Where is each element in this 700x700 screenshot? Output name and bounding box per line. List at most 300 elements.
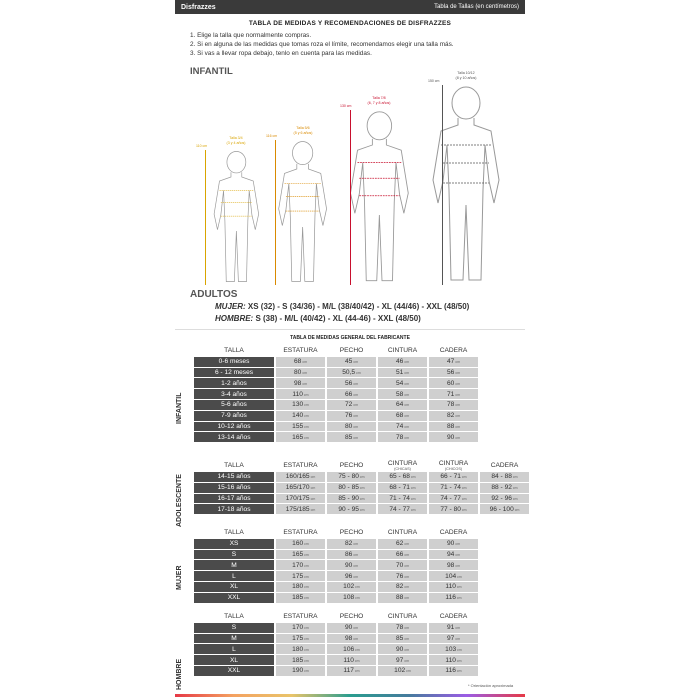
unit-label: cm bbox=[455, 636, 460, 641]
cell-value: 82 bbox=[446, 412, 455, 420]
measure-cell bbox=[378, 634, 427, 644]
child-silhouette bbox=[270, 140, 335, 285]
unit-label: cm bbox=[455, 381, 460, 386]
cell-value: 3-4 años bbox=[221, 390, 247, 398]
instruction-2: 2. Si en alguna de las medidas que tomas roza el límite, recomendamos elegir una talla más. bbox=[190, 41, 454, 48]
cell-value: 170/175 bbox=[285, 494, 310, 502]
cell-value: 92 - 96 bbox=[491, 494, 512, 502]
unit-label: cm bbox=[455, 542, 460, 547]
cell-value: 90 bbox=[395, 645, 404, 653]
unit-label: cm bbox=[456, 658, 462, 663]
table-row bbox=[194, 368, 478, 378]
measure-cell bbox=[327, 571, 376, 581]
cell-value: 106 bbox=[343, 645, 355, 653]
column-header-label: PECHO bbox=[339, 529, 364, 537]
child-silhouette bbox=[340, 110, 419, 285]
unit-label: cm bbox=[353, 424, 358, 429]
measure-cell bbox=[378, 357, 427, 367]
unit-label: cm bbox=[404, 414, 409, 419]
measure-cell bbox=[327, 378, 376, 388]
table-row bbox=[194, 539, 478, 549]
hombre-table bbox=[192, 611, 480, 677]
size-cell bbox=[194, 593, 274, 603]
column-header-label: ESTATURA bbox=[283, 347, 318, 355]
cell-value: 68 - 71 bbox=[389, 484, 410, 492]
cell-value: 165 bbox=[292, 550, 304, 558]
measure-cell bbox=[276, 400, 325, 410]
cell-value: 64 bbox=[395, 401, 404, 409]
cell-value: 71 - 74 bbox=[389, 494, 410, 502]
measure-cell bbox=[378, 571, 427, 581]
measure-cell bbox=[378, 623, 427, 633]
measure-cell bbox=[378, 539, 427, 549]
unit-label: cm bbox=[310, 475, 316, 480]
unit-label: cm bbox=[404, 596, 409, 601]
table-row bbox=[194, 634, 478, 644]
measure-cell bbox=[429, 494, 478, 504]
column-header bbox=[378, 528, 427, 538]
figure-talla: Talla 7/8 bbox=[372, 96, 386, 100]
column-header-label: CADERA bbox=[439, 347, 468, 355]
unit-label: cm bbox=[512, 486, 518, 491]
cell-value: 75 - 80 bbox=[338, 473, 359, 481]
table-row bbox=[194, 483, 529, 493]
column-header bbox=[276, 346, 325, 356]
column-header-label: CINTURA bbox=[387, 347, 418, 355]
unit-label: cm bbox=[404, 360, 409, 365]
cell-value: 170 bbox=[292, 624, 304, 632]
column-header bbox=[194, 460, 274, 471]
unit-label: cm bbox=[456, 669, 462, 674]
measure-cell bbox=[378, 483, 427, 493]
adult-mujer-line bbox=[215, 301, 469, 313]
column-header bbox=[429, 460, 478, 471]
cell-value: XL bbox=[229, 583, 239, 591]
measure-cell bbox=[429, 655, 478, 665]
size-cell bbox=[194, 539, 274, 549]
unit-label: cm bbox=[304, 403, 309, 408]
size-cell bbox=[194, 504, 274, 514]
cell-value: 96 bbox=[344, 572, 353, 580]
approx-note: * Orientación aproximada bbox=[468, 683, 514, 688]
measure-cell bbox=[327, 483, 376, 493]
cell-value: 74 bbox=[395, 422, 404, 430]
size-cell bbox=[194, 644, 274, 654]
measure-cell bbox=[429, 593, 478, 603]
column-header bbox=[276, 528, 325, 538]
unit-label: cm bbox=[359, 507, 365, 512]
column-header-label: CINTURA bbox=[387, 613, 418, 621]
unit-label: cm bbox=[404, 585, 409, 590]
cell-value: 72 bbox=[344, 401, 353, 409]
column-header bbox=[429, 346, 478, 356]
measure-cell bbox=[378, 666, 427, 676]
cell-value: 180 bbox=[292, 645, 304, 653]
figure-height-label: 150 cm bbox=[428, 79, 440, 83]
measure-cell bbox=[429, 368, 478, 378]
measure-cell bbox=[378, 389, 427, 399]
size-cell bbox=[194, 582, 274, 592]
unit-label: cm bbox=[359, 496, 365, 501]
height-guide-line bbox=[205, 150, 206, 285]
cell-value: 13-14 años bbox=[217, 433, 251, 441]
unit-label: cm bbox=[455, 370, 460, 375]
unit-label: cm bbox=[410, 507, 416, 512]
unit-label: cm bbox=[457, 574, 462, 579]
cell-value: 54 bbox=[395, 379, 404, 387]
adult-sizes bbox=[215, 301, 469, 325]
measure-cell bbox=[276, 582, 325, 592]
cell-value: 62 bbox=[395, 540, 404, 548]
measure-cell bbox=[276, 504, 325, 514]
cell-value: 103 bbox=[445, 645, 457, 653]
unit-label: cm bbox=[455, 360, 460, 365]
column-header bbox=[378, 612, 427, 622]
size-cell bbox=[194, 378, 274, 388]
cell-value: 74 - 77 bbox=[389, 505, 410, 513]
cell-value: 102 bbox=[343, 583, 355, 591]
size-cell bbox=[194, 411, 274, 421]
cell-value: 46 bbox=[395, 358, 404, 366]
unit-label: cm bbox=[304, 626, 309, 631]
cell-value: 51 bbox=[395, 368, 404, 376]
cell-value: 50,5 bbox=[342, 368, 356, 376]
unit-label: cm bbox=[404, 552, 409, 557]
cell-value: XXL bbox=[227, 667, 241, 675]
cell-value: 190 bbox=[292, 667, 304, 675]
height-guide-line bbox=[442, 85, 443, 285]
unit-label: cm bbox=[455, 626, 460, 631]
measure-cell bbox=[327, 368, 376, 378]
measure-cell bbox=[429, 483, 478, 493]
table-header-row bbox=[194, 528, 478, 538]
cell-value: 175 bbox=[292, 634, 304, 642]
column-header-label: CINTURA bbox=[387, 460, 418, 467]
figure-edad: (3 y 4 años) bbox=[226, 140, 246, 145]
cell-value: 5-6 años bbox=[221, 401, 247, 409]
figure-edad: (6, 7 y 8 años) bbox=[367, 100, 391, 105]
column-header bbox=[480, 460, 529, 471]
cell-value: 10-12 años bbox=[217, 422, 251, 430]
measure-cell bbox=[429, 539, 478, 549]
measure-cell bbox=[429, 422, 478, 432]
infantil-group-label: INFANTIL bbox=[176, 392, 183, 424]
table-row bbox=[194, 550, 478, 560]
column-header-label: ESTATURA bbox=[283, 529, 318, 537]
unit-label: cm bbox=[455, 424, 460, 429]
document-title: TABLA DE MEDIDAS Y RECOMENDACIONES DE DISFRAZZES bbox=[248, 20, 452, 27]
measure-cell bbox=[378, 504, 427, 514]
unit-label: cm bbox=[304, 658, 309, 663]
cell-value: 15-16 años bbox=[217, 484, 251, 492]
measure-cell bbox=[276, 539, 325, 549]
measure-cell bbox=[429, 571, 478, 581]
measure-cell bbox=[429, 560, 478, 570]
measure-cell bbox=[327, 389, 376, 399]
cell-value: 78 bbox=[395, 433, 404, 441]
size-cell bbox=[194, 655, 274, 665]
size-cell bbox=[194, 571, 274, 581]
column-header-label: TALLA bbox=[224, 613, 244, 621]
unit-label: cm bbox=[355, 647, 360, 652]
figure-height-label: 110 cm bbox=[196, 144, 208, 148]
table-row bbox=[194, 666, 478, 676]
column-header bbox=[429, 528, 478, 538]
figure-height-label: 116 cm bbox=[266, 134, 278, 138]
mujer-table bbox=[192, 527, 480, 604]
measure-cell bbox=[429, 389, 478, 399]
unit-label: cm bbox=[304, 669, 309, 674]
table-row bbox=[194, 357, 478, 367]
unit-label: cm bbox=[457, 647, 462, 652]
cell-value: 84 - 88 bbox=[491, 473, 512, 481]
cell-value: 165/170 bbox=[285, 484, 310, 492]
unit-label: cm bbox=[302, 381, 307, 386]
cell-value: 1-2 años bbox=[221, 379, 247, 387]
table-header-row bbox=[194, 460, 529, 471]
cell-value: 90 bbox=[344, 561, 353, 569]
table-row bbox=[194, 432, 478, 442]
cell-value: 160 bbox=[292, 540, 304, 548]
column-header-label: CADERA bbox=[490, 462, 519, 469]
cell-value: 60 bbox=[446, 379, 455, 387]
cell-value: 71 bbox=[446, 390, 455, 398]
measure-cell bbox=[276, 550, 325, 560]
column-header bbox=[327, 528, 376, 538]
measure-cell bbox=[276, 571, 325, 581]
cell-value: 110 bbox=[343, 656, 354, 664]
measure-cell bbox=[378, 655, 427, 665]
cell-value: 71 - 74 bbox=[440, 484, 461, 492]
unit-label: cm bbox=[359, 486, 365, 491]
figure-size-label bbox=[216, 136, 256, 145]
cell-value: 91 bbox=[446, 624, 455, 632]
unit-label: cm bbox=[354, 658, 360, 663]
unit-label: cm bbox=[455, 392, 460, 397]
table-row bbox=[194, 623, 478, 633]
adultos-heading: ADULTOS bbox=[190, 289, 238, 300]
column-header bbox=[194, 528, 274, 538]
cell-value: 0-6 meses bbox=[218, 358, 250, 366]
measure-cell bbox=[327, 472, 376, 482]
unit-label: cm bbox=[353, 626, 358, 631]
table-row bbox=[194, 472, 529, 482]
cell-value: 56 bbox=[344, 379, 353, 387]
height-guide-line bbox=[275, 140, 276, 285]
cell-value: 116 bbox=[445, 667, 456, 675]
measure-cell bbox=[327, 644, 376, 654]
cell-value: 116 bbox=[445, 594, 456, 602]
unit-label: cm bbox=[353, 563, 358, 568]
measure-cell bbox=[429, 666, 478, 676]
cell-value: 140 bbox=[292, 412, 304, 420]
cell-value: 90 bbox=[446, 540, 455, 548]
cell-value: 58 bbox=[395, 390, 404, 398]
column-subheader: (CHICAS) bbox=[394, 467, 411, 471]
unit-label: cm bbox=[404, 381, 409, 386]
column-header bbox=[194, 612, 274, 622]
cell-value: 110 bbox=[445, 583, 456, 591]
measure-cell bbox=[276, 644, 325, 654]
column-header bbox=[276, 612, 325, 622]
figure-size-label bbox=[446, 71, 486, 80]
cell-value: 76 bbox=[395, 572, 404, 580]
cell-value: 108 bbox=[343, 594, 355, 602]
divider bbox=[175, 329, 525, 330]
cell-value: 90 bbox=[446, 433, 455, 441]
measure-cell bbox=[378, 368, 427, 378]
unit-label: cm bbox=[355, 585, 360, 590]
column-header-label: CINTURA bbox=[438, 460, 469, 467]
cell-value: 47 bbox=[446, 358, 455, 366]
column-header bbox=[327, 346, 376, 356]
measure-cell bbox=[276, 623, 325, 633]
measure-cell bbox=[327, 593, 376, 603]
unit-label: cm bbox=[404, 636, 409, 641]
size-cell bbox=[194, 368, 274, 378]
cell-value: 88 bbox=[395, 594, 404, 602]
measure-cell bbox=[429, 582, 478, 592]
unit-label: cm bbox=[304, 574, 309, 579]
cell-value: 68 bbox=[293, 358, 302, 366]
figure-size-label bbox=[359, 96, 399, 105]
figure-edad: (8 y 10 años) bbox=[455, 75, 477, 80]
unit-label: cm bbox=[353, 414, 358, 419]
measure-cell bbox=[276, 368, 325, 378]
cell-value: 130 bbox=[292, 401, 304, 409]
measure-cell bbox=[327, 560, 376, 570]
cell-value: 78 bbox=[395, 624, 404, 632]
instructions bbox=[190, 31, 520, 58]
unit-label: cm bbox=[353, 552, 358, 557]
column-header-label: CADERA bbox=[439, 529, 468, 537]
infantil-table bbox=[192, 345, 480, 443]
measure-cell bbox=[480, 494, 529, 504]
table-header-row bbox=[194, 346, 478, 356]
cell-value: 76 bbox=[344, 412, 353, 420]
measure-cell bbox=[429, 472, 478, 482]
unit-label: cm bbox=[353, 636, 358, 641]
cell-value: 80 bbox=[293, 368, 302, 376]
cell-value: 66 bbox=[395, 550, 404, 558]
table-row bbox=[194, 400, 478, 410]
cell-value: S bbox=[231, 624, 237, 632]
hombre-sizes: S (38) - M/L (40/42) - XL (44-46) - XXL (48/50) bbox=[255, 314, 421, 323]
size-cell bbox=[194, 666, 274, 676]
table-header-row bbox=[194, 612, 478, 622]
measure-cell bbox=[429, 378, 478, 388]
measure-cell bbox=[327, 494, 376, 504]
table-row bbox=[194, 593, 478, 603]
unit-label: cm bbox=[355, 596, 360, 601]
child-silhouette bbox=[421, 85, 511, 285]
unit-label: cm bbox=[302, 360, 307, 365]
measure-cell bbox=[276, 634, 325, 644]
figure-size-label bbox=[283, 126, 323, 135]
unit-label: cm bbox=[455, 552, 460, 557]
unit-label: cm bbox=[514, 507, 520, 512]
measure-cell bbox=[429, 411, 478, 421]
column-header bbox=[327, 612, 376, 622]
measure-cell bbox=[276, 483, 325, 493]
measure-cell bbox=[276, 378, 325, 388]
cell-value: 6 - 12 meses bbox=[214, 368, 254, 376]
mujer-group-label: MUJER bbox=[176, 565, 183, 590]
column-header-label: ESTATURA bbox=[283, 462, 318, 469]
unit-label: cm bbox=[310, 486, 316, 491]
measure-cell bbox=[429, 550, 478, 560]
measure-cell bbox=[378, 560, 427, 570]
unit-label: cm bbox=[304, 552, 309, 557]
cell-value: 77 - 80 bbox=[440, 505, 461, 513]
figure-talla: Talla 10/12 bbox=[457, 71, 475, 75]
cell-value: 66 bbox=[344, 390, 353, 398]
cell-value: 160/165 bbox=[285, 473, 310, 481]
unit-label: cm bbox=[455, 563, 460, 568]
unit-label: cm bbox=[304, 563, 309, 568]
cell-value: 185 bbox=[292, 656, 304, 664]
table-row bbox=[194, 422, 478, 432]
cell-value: L bbox=[232, 645, 236, 653]
cell-value: 98 bbox=[293, 379, 302, 387]
measure-cell bbox=[327, 400, 376, 410]
measure-cell bbox=[429, 504, 478, 514]
column-header bbox=[276, 460, 325, 471]
unit-label: cm bbox=[410, 475, 416, 480]
mujer-sizes: XS (32) - S (34/36) - M/L (38/40/42) - XL (44/46) - XXL (48/50) bbox=[247, 302, 470, 311]
measure-cell bbox=[378, 411, 427, 421]
adult-hombre-line bbox=[215, 313, 469, 325]
size-cell bbox=[194, 634, 274, 644]
cell-value: 82 bbox=[395, 583, 404, 591]
cell-value: 80 bbox=[344, 422, 353, 430]
unit-label: cm bbox=[304, 424, 309, 429]
table-row bbox=[194, 655, 478, 665]
unit-label: cm bbox=[304, 647, 309, 652]
size-cell bbox=[194, 550, 274, 560]
cell-value: S bbox=[231, 550, 237, 558]
measure-cell bbox=[276, 389, 325, 399]
cell-value: 98 bbox=[446, 561, 455, 569]
size-cell bbox=[194, 432, 274, 442]
unit-label: cm bbox=[404, 563, 409, 568]
column-header-label: PECHO bbox=[339, 347, 364, 355]
measure-cell bbox=[378, 432, 427, 442]
cell-value: 16-17 años bbox=[217, 494, 251, 502]
size-cell bbox=[194, 389, 274, 399]
unit-label: cm bbox=[404, 424, 409, 429]
cell-value: 104 bbox=[445, 572, 457, 580]
figure-talla: Talla 3/4 bbox=[229, 136, 243, 140]
cell-value: 45 bbox=[344, 358, 353, 366]
measure-cell bbox=[327, 582, 376, 592]
measure-cell bbox=[378, 550, 427, 560]
cell-value: 175 bbox=[292, 572, 304, 580]
unit-label: cm bbox=[303, 392, 309, 397]
size-cell bbox=[194, 483, 274, 493]
table-row bbox=[194, 504, 529, 514]
cell-value: 56 bbox=[446, 368, 455, 376]
instruction-1: 1. Elige la talla que normalmente compras. bbox=[190, 32, 312, 39]
height-guide-line bbox=[350, 110, 351, 285]
measure-cell bbox=[327, 411, 376, 421]
unit-label: cm bbox=[356, 370, 361, 375]
unit-label: cm bbox=[404, 392, 409, 397]
cell-value: 78 bbox=[446, 401, 455, 409]
cell-value: 88 bbox=[446, 422, 455, 430]
unit-label: cm bbox=[404, 574, 409, 579]
unit-label: cm bbox=[410, 486, 416, 491]
